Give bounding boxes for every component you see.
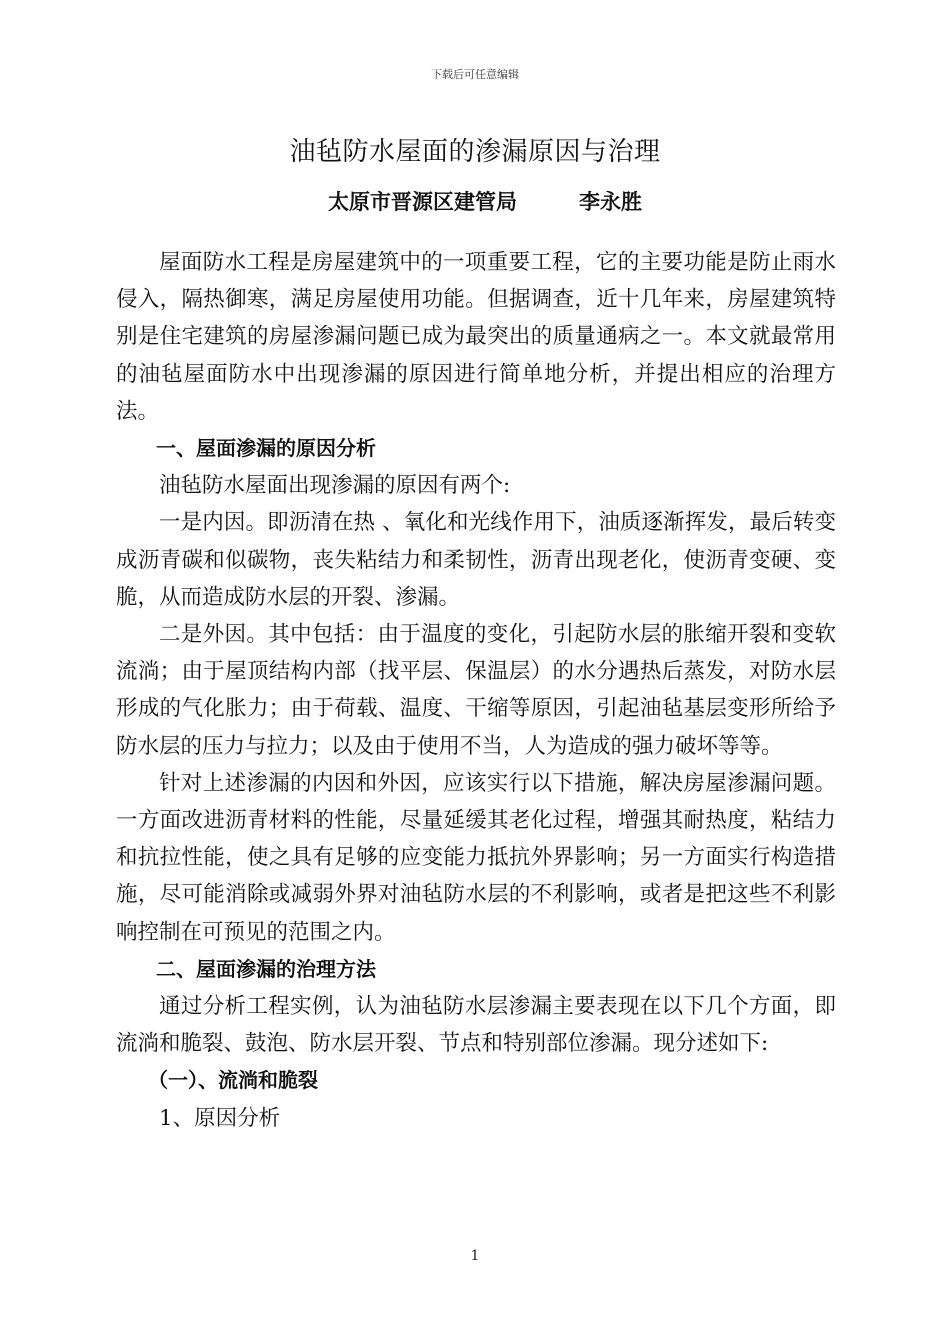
intro-paragraph: 屋面防水工程是房屋建筑中的一项重要工程，它的主要功能是防止雨水侵入，隔热御寒，满足房屋使用功能。但据调查，近十几年来，房屋建筑特别是住宅建筑的房屋渗漏问题已成为最突出的质量通病之一。本文就最常用的油毡屋面防水中出现渗漏的原因进行简单地分析，并提出相应的治理方法。 bbox=[116, 250, 836, 424]
author-name: 李永胜 bbox=[579, 190, 642, 214]
page-number: 1 bbox=[470, 1248, 480, 1264]
author-organization: 太原市晋源区建管局 bbox=[328, 190, 517, 214]
page-header: 下载后可任意编辑 bbox=[431, 68, 519, 81]
numbered-item: 1、原因分析 bbox=[159, 1105, 281, 1131]
body-paragraph: 一是内因。即沥清在热 、氧化和光线作用下，油质逐渐挥发，最后转变成沥青碳和似碳物，丧失粘结力和柔韧性，沥青出现老化，使沥青变硬、变脆，从而造成防水层的开裂、渗漏。 bbox=[116, 510, 836, 610]
author-line bbox=[328, 186, 642, 216]
document-title: 油毡防水屋面的渗漏原因与治理 bbox=[289, 137, 661, 167]
body-paragraph: 通过分析工程实例，认为油毡防水层渗漏主要表现在以下几个方面，即流淌和脆裂、鼓泡、防水层开裂、节点和特别部位渗漏。现分述如下: bbox=[116, 994, 836, 1057]
section-heading-treatment: 二、屋面渗漏的治理方法 bbox=[156, 956, 376, 981]
subsection-heading: （一）、流淌和脆裂 bbox=[148, 1068, 318, 1093]
section-heading-causes: 一、屋面渗漏的原因分析 bbox=[156, 436, 376, 461]
body-paragraph: 针对上述渗漏的内因和外因，应该实行以下措施，解决房屋渗漏问题。一方面改进沥青材料的性能，尽量延缓其老化过程，增强其耐热度，粘结力和抗拉性能，使之具有足够的应变能力抵抗外界影响；另一方面实行构造措施，尽可能消除或减弱外界对油毡防水层的不利影响，或者是把这些不利影响控制在可预见的范围之内。 bbox=[116, 770, 836, 945]
body-paragraph: 二是外因。其中包括：由于温度的变化，引起防水层的胀缩开裂和变软流淌；由于屋顶结构内部（找平层、保温层）的水分遇热后蒸发，对防水层形成的气化胀力；由于荷载、温度、干缩等原因，引起油毡基层变形所给予防水层的压力与拉力；以及由于使用不当，人为造成的强力破坏等等。 bbox=[116, 622, 836, 759]
document-body bbox=[116, 244, 836, 1137]
body-paragraph: 油毡防水屋面出现渗漏的原因有两个: bbox=[159, 473, 511, 499]
